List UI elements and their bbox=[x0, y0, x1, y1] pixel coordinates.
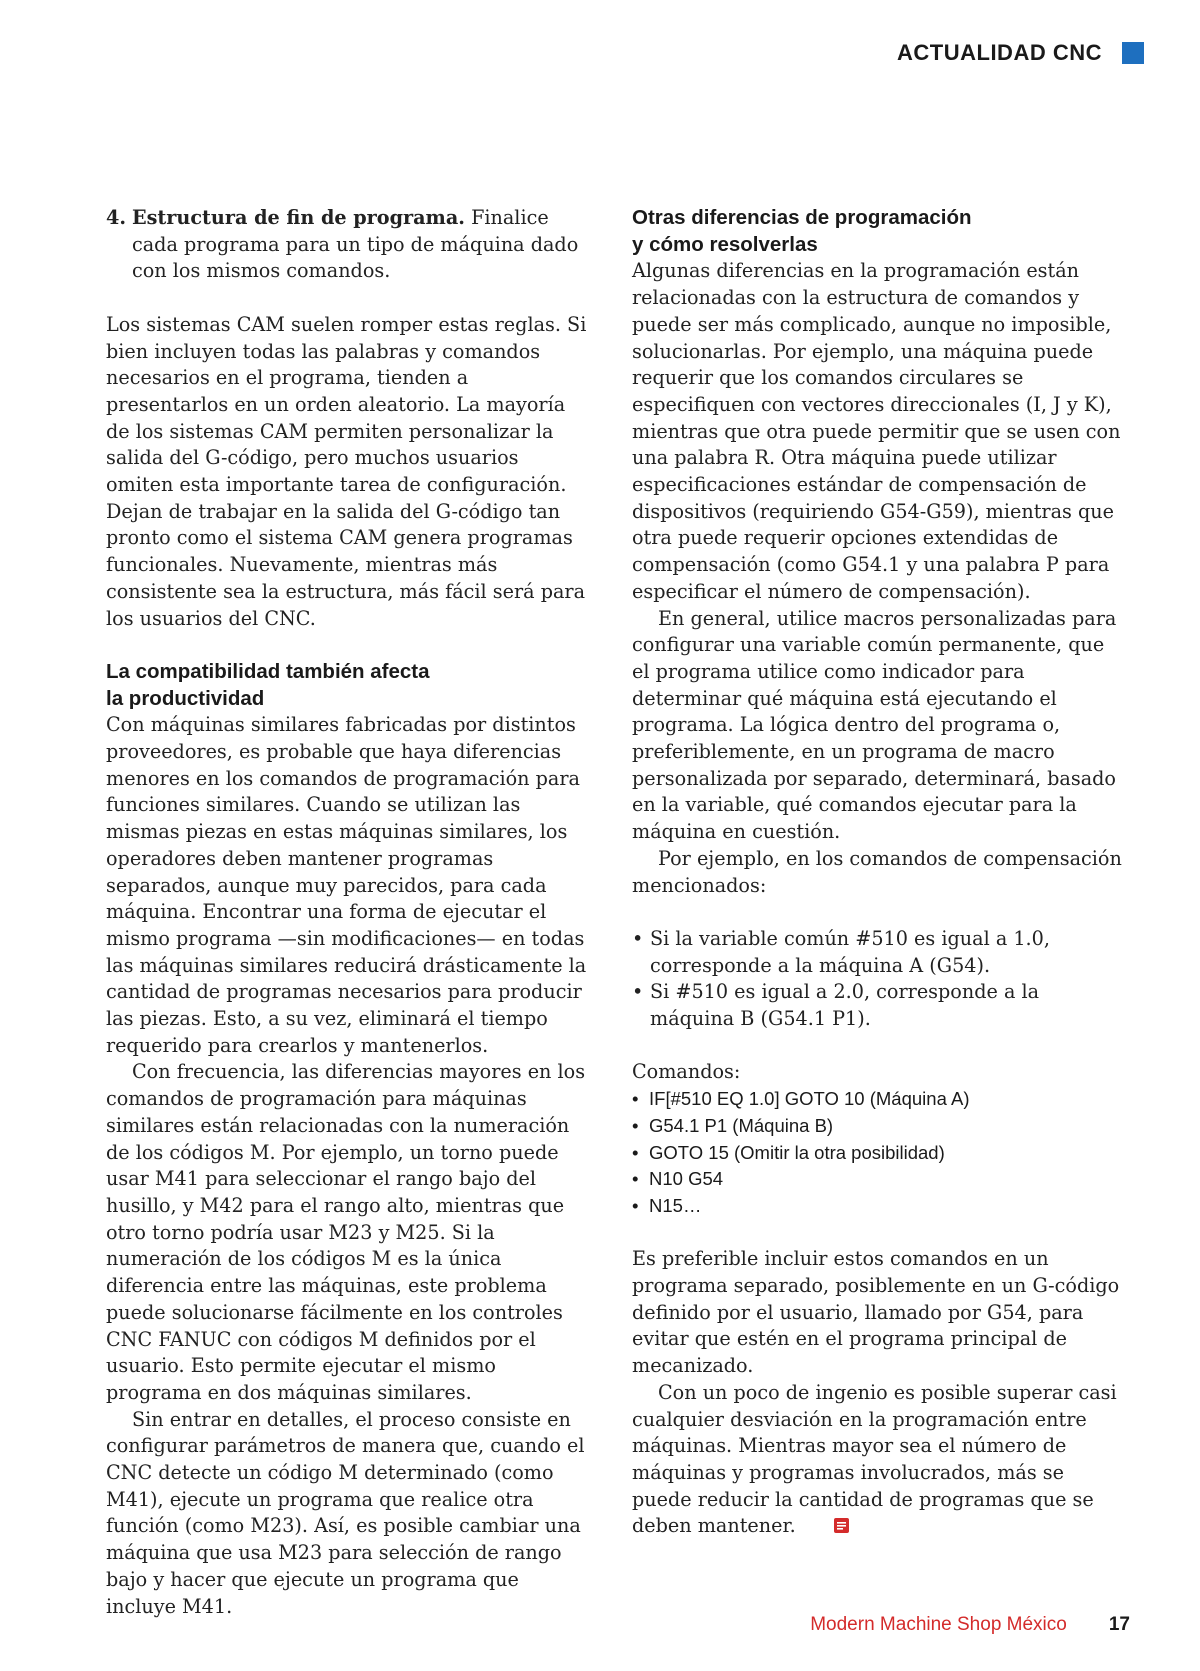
numbered-item-4 bbox=[106, 205, 591, 285]
paragraph-final bbox=[632, 1380, 1122, 1540]
subheading-line: Otras diferencias de programación bbox=[632, 206, 972, 229]
bullet-dot-icon: • bbox=[632, 1088, 639, 1110]
command-item bbox=[632, 1086, 1122, 1113]
subheading-line: y cómo resolverlas bbox=[632, 232, 818, 256]
item-text: Finalice cada programa para un tipo de máquina dado con los mismos comandos. bbox=[132, 206, 579, 283]
paragraph: En general, utilice macros personalizadas para configurar una variable común permanente, que el programa utilice como indicador para determinar qué máquina está ejecutando el programa. La lógica dentro del programa o, preferiblemente, en un programa de macro personalizada por separado, determinará, basado en la variable, qué comandos ejecutar para la máquina en cuestión. bbox=[632, 606, 1117, 844]
bullet-list bbox=[632, 926, 1122, 1033]
subheading bbox=[632, 205, 1122, 258]
paragraph: Los sistemas CAM suelen romper estas reglas. Si bien incluyen todas las palabras y comandos necesarios en el programa, tienden a presentarlos en un orden aleatorio. La mayoría de los sistemas CAM permiten personalizar la salida del G-código, pero muchos usuarios omiten esta importante tarea de configuración. Dejan de trabajar en la salida del G-código tan pronto como el sistema CAM genera programas funcionales. Nuevamente, mientras más consistente sea la estructura, más fácil será para los usuarios del CNC. bbox=[106, 312, 587, 630]
list-item-text: Si #510 es igual a 2.0, corresponde a la máquina B (G54.1 P1). bbox=[650, 980, 1040, 1031]
subheading-line: La compatibilidad también afecta bbox=[106, 659, 430, 683]
article-end-icon bbox=[808, 1514, 823, 1529]
command-item bbox=[632, 1166, 1122, 1193]
command-text: G54.1 P1 (Máquina B) bbox=[649, 1114, 834, 1136]
bullet-dot-icon: • bbox=[632, 1114, 639, 1136]
subheading bbox=[106, 659, 591, 712]
bullet-dot-icon: • bbox=[632, 1141, 639, 1163]
command-text: N10 G54 bbox=[649, 1168, 724, 1190]
command-item bbox=[632, 1113, 1122, 1140]
command-list bbox=[632, 1086, 1122, 1220]
paragraph: Sin entrar en detalles, el proceso consiste en configurar parámetros de manera que, cuando el CNC detecte un código M determinado (como M41), ejecute un programa que realice otra función (como M23). Así, es posible cambiar una máquina que usa M23 para selección de rango bajo y hacer que ejecute un programa que incluye M41. bbox=[106, 1407, 585, 1618]
paragraph: Es preferible incluir estos comandos en un programa separado, posiblemente en un G-código definido por el usuario, llamado por G54, para evitar que estén en el programa principal de mecanizado. bbox=[632, 1247, 1120, 1378]
command-text: GOTO 15 (Omitir la otra posibilidad) bbox=[649, 1141, 945, 1163]
section-header bbox=[897, 40, 1144, 66]
list-item bbox=[632, 926, 1122, 979]
paragraph-text: Con un poco de ingenio es posible superar casi cualquier desviación en la programación entre máquinas. Mientras mayor sea el número de máquinas y programas involucrados, más se puede reducir la cantidad de programas que se deben mantener. bbox=[632, 1380, 1117, 1538]
subheading-line: la productividad bbox=[106, 686, 265, 710]
paragraph: Con frecuencia, las diferencias mayores en los comandos de programación para máquinas similares están relacionadas con la numeración de los códigos M. Por ejemplo, un torno puede usar M41 para seleccionar el rango bajo del husillo, y M42 para el rango alto, mientras que otro torno podría usar M23 y M25. Si la numeración de los códigos M es la única diferencia entre las máquinas, este problema puede solucionarse fácilmente en los controles CNC FANUC con códigos M definidos por el usuario. Esto permite ejecutar el mismo programa en dos máquinas similares. bbox=[106, 1060, 586, 1404]
paragraph: Por ejemplo, en los comandos de compensación mencionados: bbox=[632, 846, 1122, 897]
bullet-dot-icon: • bbox=[632, 980, 644, 1004]
paragraph: Con máquinas similares fabricadas por distintos proveedores, es probable que haya diferencias menores en los comandos de programación para funciones similares. Cuando se utilizan las mismas piezas en estas máquinas similares, los operadores deben mantener programas separados, aunque muy parecidos, para cada máquina. Encontrar una forma de ejecutar el mismo programa —sin modificaciones— en todas las máquinas similares reducirá drásticamente la cantidad de programas necesarios para producir las piezas. Esto, a su vez, eliminará el tiempo requerido para crearlos y mantenerlos. bbox=[106, 713, 587, 1057]
command-text: IF[#510 EQ 1.0] GOTO 10 (Máquina A) bbox=[649, 1088, 970, 1110]
item-body bbox=[132, 205, 591, 285]
command-item bbox=[632, 1140, 1122, 1167]
command-item bbox=[632, 1193, 1122, 1220]
commands-label: Comandos: bbox=[632, 1060, 741, 1084]
command-text: N15… bbox=[649, 1194, 702, 1216]
section-accent-square bbox=[1122, 42, 1144, 64]
page-footer bbox=[810, 1614, 1130, 1636]
item-title: Estructura de fin de programa. bbox=[132, 206, 465, 229]
bullet-dot-icon: • bbox=[632, 926, 644, 950]
right-column bbox=[632, 205, 1122, 1540]
list-item-text: Si la variable común #510 es igual a 1.0, corresponde a la máquina A (G54). bbox=[650, 926, 1050, 977]
paragraph: Algunas diferencias en la programación están relacionadas con la estructura de comandos y puede ser más complicado, aunque no imposible, solucionarlas. Por ejemplo, una máquina puede requerir que los comandos circulares se especifiquen con vectores direccionales (I, J y K), mientras que otra puede permitir que se usen con una palabra R. Otra máquina puede utilizar especificaciones estándar de compensación de dispositivos (requiriendo G54-G59), mientras que otra puede requerir opciones extendidas de compensación (como G54.1 y una palabra P para especificar el número de compensación). bbox=[632, 259, 1121, 603]
section-label: ACTUALIDAD CNC bbox=[897, 40, 1102, 65]
item-number: 4. bbox=[106, 206, 127, 229]
left-column bbox=[106, 205, 591, 1620]
publication-name: Modern Machine Shop México bbox=[810, 1614, 1067, 1635]
bullet-dot-icon: • bbox=[632, 1168, 639, 1190]
bullet-dot-icon: • bbox=[632, 1194, 639, 1216]
list-item bbox=[632, 979, 1122, 1032]
page-number: 17 bbox=[1108, 1614, 1130, 1635]
